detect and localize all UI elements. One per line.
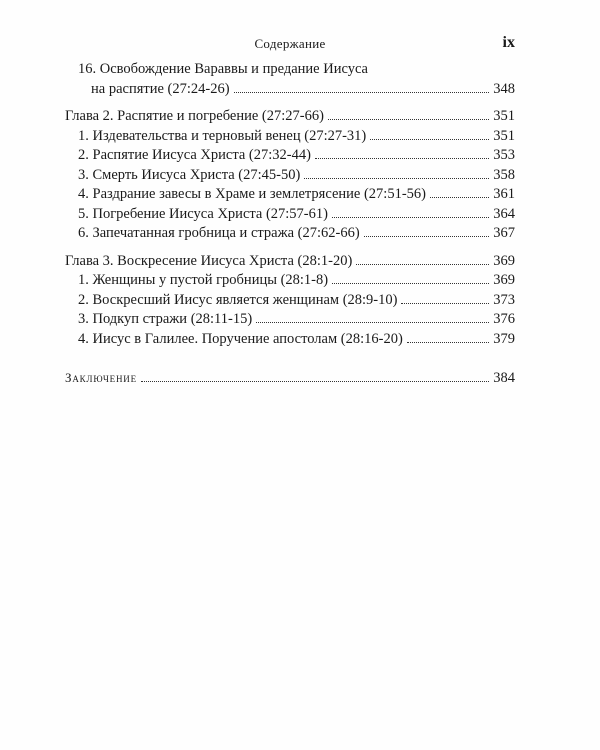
toc-entry [65, 127, 515, 147]
dot-leader [332, 283, 489, 284]
dot-leader [315, 158, 489, 159]
toc-entry-page: 373 [493, 291, 515, 308]
toc-conclusion [65, 368, 515, 388]
toc-chapter-title: Глава 2. Распятие и погребение (27:27-66) [65, 108, 324, 124]
toc-entry-title: 4. Иисус в Галилее. Поручение апостолам (28:16-20) [78, 330, 403, 347]
toc-chapter-title: Глава 3. Воскресение Иисуса Христа (28:1-20) [65, 252, 353, 269]
toc-entry-title: 1. Женщины у пустой гробницы (28:1-8) [78, 272, 329, 288]
toc-entry-title: 2. Воскресший Иисус является женщинам (28:9-10) [78, 291, 398, 308]
toc-entry-title-line1: 16. Освобождение Вараввы и предание Иисуса [78, 61, 368, 77]
toc-entry [65, 291, 515, 311]
dot-leader [401, 303, 489, 304]
page-number: ix [502, 34, 515, 51]
toc-entry-16 [65, 60, 515, 99]
dot-leader [332, 217, 489, 218]
dot-leader [328, 119, 489, 120]
toc-entry [65, 185, 515, 205]
toc-entry-title-line2: на распятие (27:24-26) [91, 80, 230, 97]
toc-entry-title: 1. Издевательства и терновый венец (27:27-31) [78, 127, 367, 144]
toc-entry [65, 205, 515, 225]
toc-entry-title-line2-row [78, 80, 515, 100]
toc-entry-page: 367 [493, 225, 515, 241]
running-title: Содержание [254, 36, 326, 51]
toc-entry [65, 146, 515, 166]
toc-entry-page: 379 [493, 330, 515, 347]
dot-leader [234, 92, 489, 93]
toc-entry-page: 364 [493, 205, 515, 222]
running-head [65, 34, 515, 54]
toc-entry-title: 4. Раздрание завесы в Храме и землетрясение (27:51-56) [78, 186, 426, 202]
toc-chapter-2 [65, 107, 515, 127]
dot-leader [256, 322, 489, 323]
dot-leader [430, 197, 489, 198]
table-of-contents [65, 60, 515, 388]
toc-entry-title: 3. Подкуп стражи (28:11-15) [78, 311, 253, 327]
toc-entry-title: 3. Смерть Иисуса Христа (27:45-50) [78, 166, 301, 183]
toc-entry-page: 353 [493, 147, 515, 163]
toc-entry [65, 271, 515, 291]
dot-leader [407, 342, 489, 343]
dot-leader [304, 178, 489, 179]
toc-chapter-page: 351 [493, 108, 515, 124]
toc-entry-page: 376 [493, 311, 515, 327]
toc-entry [65, 330, 515, 350]
toc-entry-page: 351 [493, 127, 515, 144]
toc-entry-page: 369 [493, 272, 515, 288]
toc-entry [65, 166, 515, 186]
toc-entry-title: 6. Запечатанная гробница и стража (27:62-66) [78, 225, 360, 241]
dot-leader [364, 236, 489, 237]
toc-entry-page: 348 [493, 80, 515, 97]
toc-conclusion-title: Заключение [65, 370, 137, 385]
toc-entry-page: 358 [493, 166, 515, 183]
toc-entry-title: 2. Распятие Иисуса Христа (27:32-44) [78, 147, 311, 163]
toc-chapter-page: 369 [493, 252, 515, 269]
dot-leader [356, 264, 489, 265]
toc-chapter-3 [65, 252, 515, 272]
dot-leader [370, 139, 489, 140]
toc-entry [65, 310, 515, 330]
toc-entry-page: 361 [493, 186, 515, 202]
toc-entry-title: 5. Погребение Иисуса Христа (27:57-61) [78, 205, 328, 222]
dot-leader [141, 381, 489, 382]
toc-entry [65, 224, 515, 244]
toc-conclusion-page: 384 [493, 370, 515, 386]
